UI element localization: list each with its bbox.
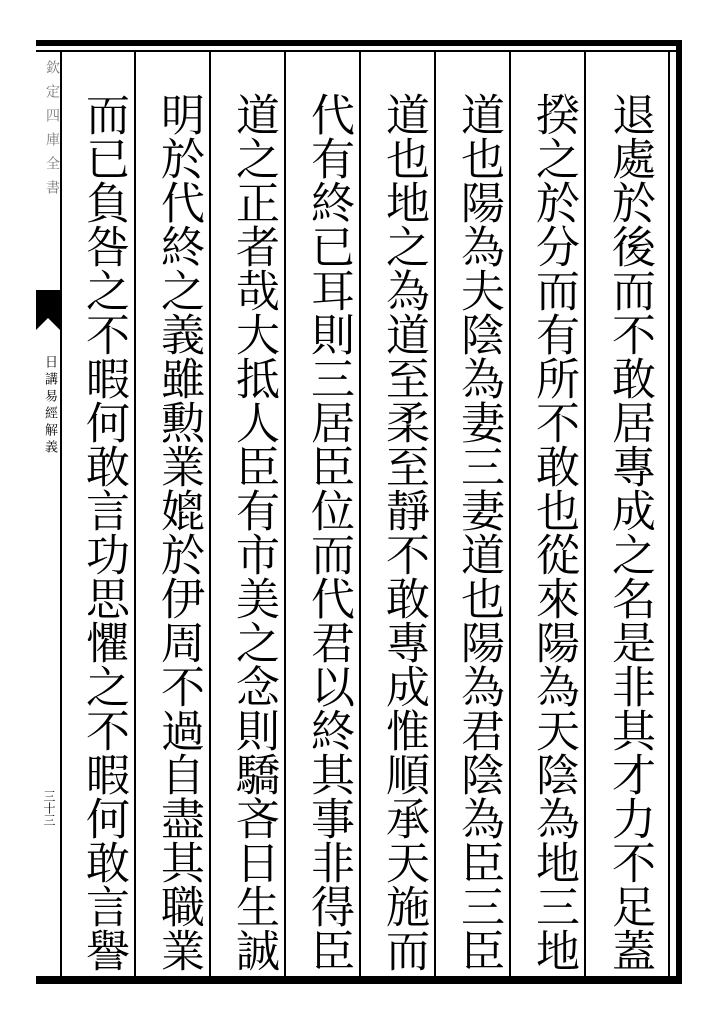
bottom-border [36, 976, 682, 984]
text-column-5: 代有終已耳則三居臣位而代君以終其事非得臣 [303, 92, 354, 972]
text-column-8: 而已負咎之不暇何敢言功思懼之不暇何敢言譽 [78, 92, 129, 972]
text-column-1: 退處於後而不敢居專成之名是非其才力不足蓋 [604, 92, 655, 972]
text-column-7: 明於代終之義雖勲業媲於伊周不過自盡其職業 [153, 92, 204, 972]
right-border [676, 40, 682, 984]
margin-book-title: 日講易經解義 [42, 355, 57, 457]
page-number: 三十三 [42, 790, 56, 826]
column-rule [60, 52, 62, 976]
margin-collection-title: 欽定四庫全書 [44, 60, 60, 204]
text-column-2: 揆之於分而有所不敢也從來陽為天陰為地三地 [528, 92, 579, 972]
right-border-inner [668, 50, 670, 978]
text-column-6: 道之正者哉大抵人臣有市美之念則驕吝日生誠 [228, 92, 279, 972]
text-column-4: 道也地之為道至柔至靜不敢專成惟順承天施而 [378, 92, 429, 972]
text-column-3: 道也陽為夫陰為妻三妻道也陽為君陰為臣三臣 [453, 92, 504, 972]
top-border [36, 40, 682, 46]
